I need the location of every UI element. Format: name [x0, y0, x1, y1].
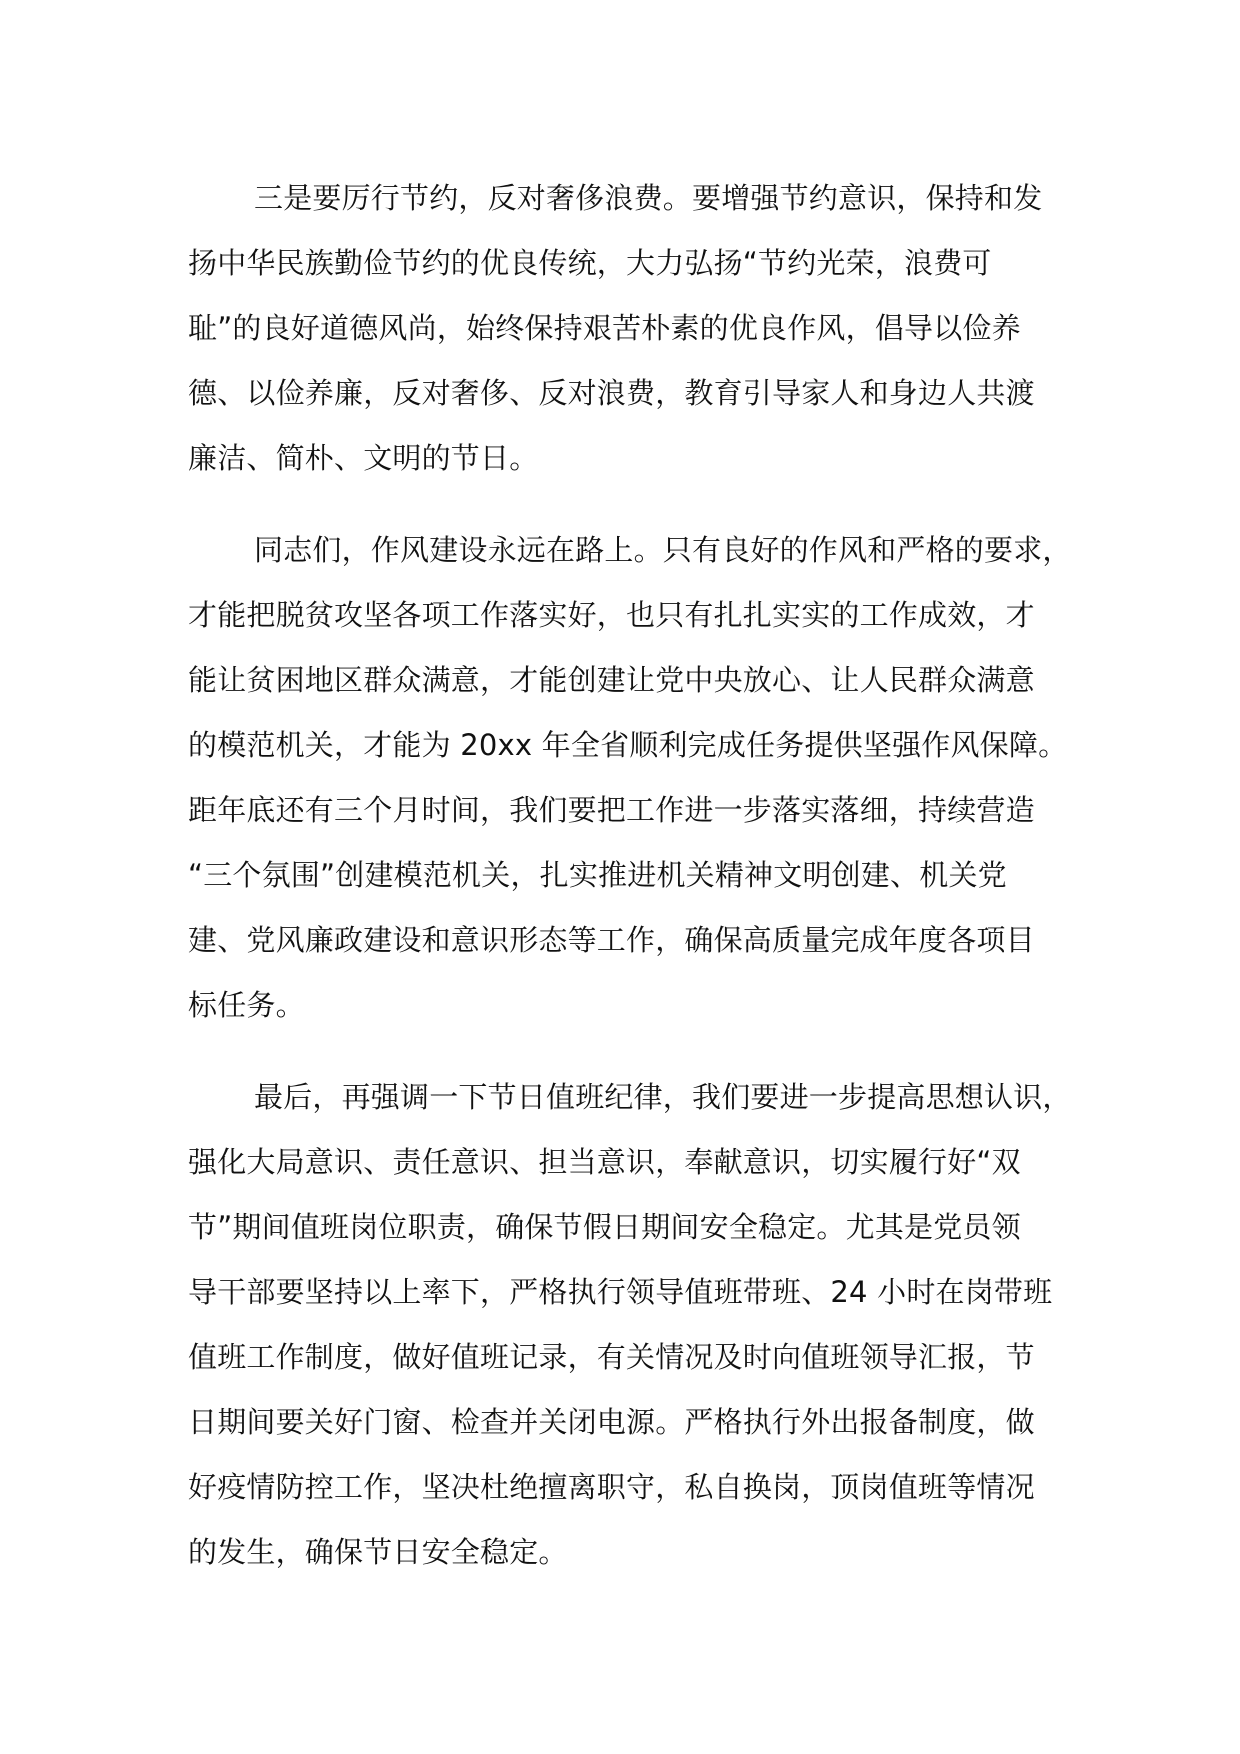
- text-line: 值班工作制度，做好值班记录，有关情况及时向值班领导汇报，节: [188, 1340, 1035, 1374]
- paragraph-duty-discipline: [188, 1065, 1072, 1585]
- text-line: 能让贫困地区群众满意，才能创建让党中央放心、让人民群众满意: [188, 663, 1035, 697]
- text-line: 建、党风廉政建设和意识形态等工作，确保高质量完成年度各项目: [188, 923, 1035, 957]
- text-line: 三是要厉行节约，反对奢侈浪费。要增强节约意识，保持和发: [254, 181, 1043, 215]
- text-line: 耻”的良好道德风尚，始终保持艰苦朴素的优良作风，倡导以俭养: [188, 311, 1021, 345]
- text-line: 廉洁、简朴、文明的节日。: [188, 441, 539, 475]
- paragraph-work-style: [188, 518, 1072, 1038]
- text-line: 最后，再强调一下节日值班纪律，我们要进一步提高思想认识，: [254, 1080, 1072, 1114]
- text-line: 强化大局意识、责任意识、担当意识，奉献意识，切实履行好“双: [188, 1145, 1021, 1179]
- text-line: 扬中华民族勤俭节约的优良传统，大力弘扬“节约光荣，浪费可: [188, 246, 992, 280]
- text-line: 标任务。: [188, 988, 305, 1022]
- text-line: 才能把脱贫攻坚各项工作落实好，也只有扎扎实实的工作成效，才: [188, 598, 1035, 632]
- text-line: “三个氛围”创建模范机关，扎实推进机关精神文明创建、机关党: [188, 858, 1007, 892]
- text-line: 同志们，作风建设永远在路上。只有良好的作风和严格的要求，: [254, 533, 1072, 567]
- text-line: 好疫情防控工作，坚决杜绝擅离职守，私自换岗，顶岗值班等情况: [188, 1470, 1035, 1504]
- text-line: 日期间要关好门窗、检查并关闭电源。严格执行外出报备制度，做: [188, 1405, 1035, 1439]
- text-line: 导干部要坚持以上率下，严格执行领导值班带班、24 小时在岗带班: [188, 1275, 1053, 1309]
- paragraph-frugality: [188, 166, 1068, 491]
- text-line: 距年底还有三个月时间，我们要把工作进一步落实落细，持续营造: [188, 793, 1035, 827]
- text-line: 节”期间值班岗位职责，确保节假日期间安全稳定。尤其是党员领: [188, 1210, 1021, 1244]
- document-body: [188, 166, 1072, 1612]
- text-line: 的发生，确保节日安全稳定。: [188, 1535, 568, 1569]
- text-line: 的模范机关，才能为 20xx 年全省顺利完成任务提供坚强作风保障。: [188, 728, 1068, 762]
- text-line: 德、以俭养廉，反对奢侈、反对浪费，教育引导家人和身边人共渡: [188, 376, 1035, 410]
